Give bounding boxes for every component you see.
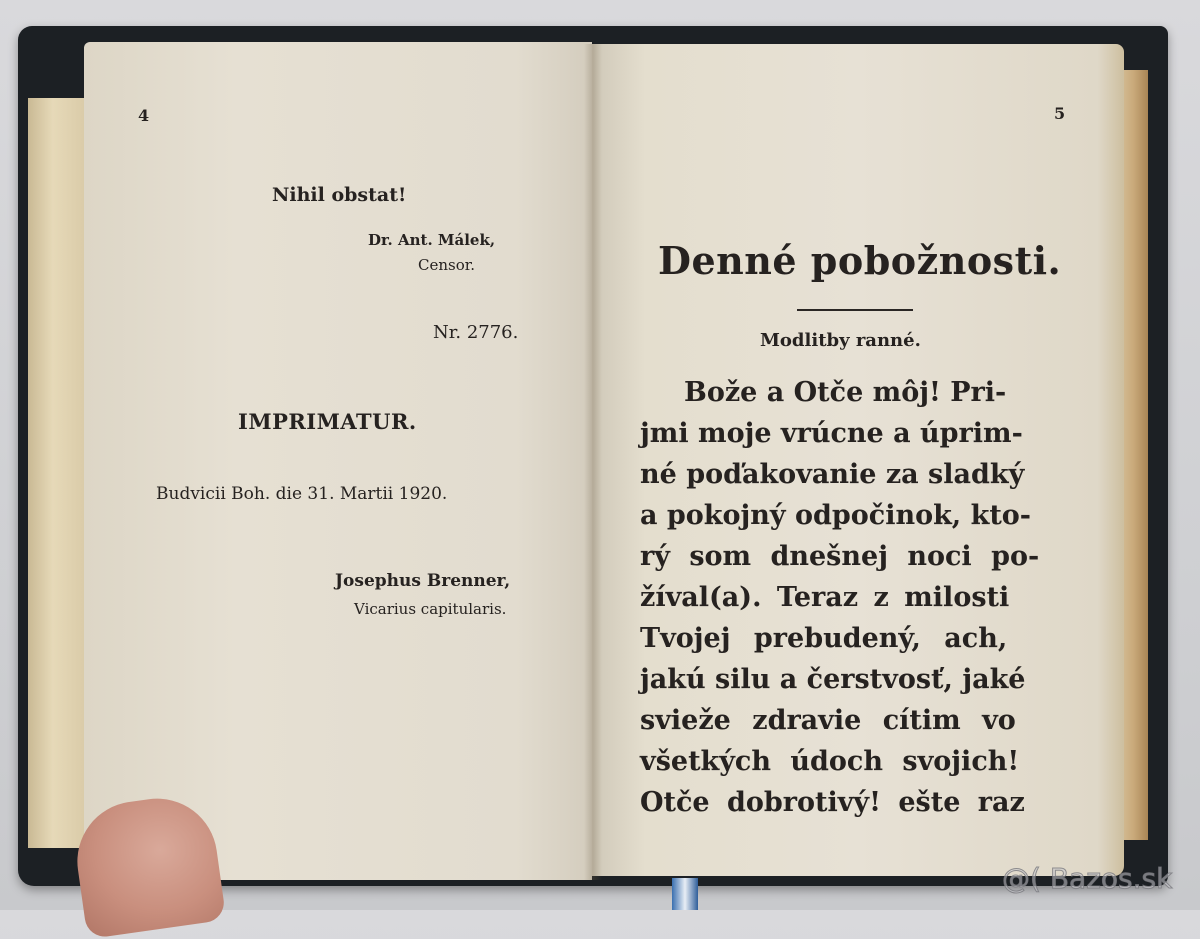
- page-edges-left: [28, 98, 90, 848]
- body-line: Otče dobrotivý! ešte raz: [640, 787, 1025, 818]
- bookmark-ribbon: [672, 878, 698, 910]
- book-gutter: [584, 44, 602, 880]
- place-date: Budvicii Boh. die 31. Martii 1920.: [156, 484, 448, 504]
- body-line: všetkých údoch svojich!: [640, 746, 1020, 777]
- page-title: Denné pobožnosti.: [658, 238, 1062, 283]
- body-line: žíval(a). Teraz z milosti: [640, 582, 1010, 613]
- body-line: rý som dnešnej noci po-: [640, 541, 1040, 572]
- page-number-left: 4: [138, 106, 150, 125]
- body-line: a pokojný odpočinok, kto-: [640, 500, 1031, 531]
- section-subtitle: Modlitby ranné.: [760, 330, 921, 351]
- censor-title: Censor.: [418, 256, 476, 274]
- body-line: jmi moje vrúcne a úprim-: [640, 418, 1023, 449]
- nihil-obstat: Nihil obstat!: [272, 184, 407, 206]
- imprimatur-heading: IMPRIMATUR.: [238, 409, 417, 434]
- approval-number: Nr. 2776.: [433, 322, 519, 343]
- vicar-name: Josephus Brenner,: [335, 571, 511, 591]
- body-line: Tvojej prebudený, ach,: [640, 623, 1008, 654]
- body-line: jakú silu a čerstvosť, jaké: [640, 664, 1026, 695]
- body-line: svieže zdravie cítim vo: [640, 705, 1016, 736]
- body-line: né poďakovanie za sladký: [640, 459, 1025, 490]
- vicar-title: Vicarius capitularis.: [354, 600, 507, 618]
- page-number-right: 5: [1054, 104, 1066, 123]
- left-page: [84, 42, 592, 880]
- body-line: Bože a Otče môj! Pri-: [684, 377, 1007, 408]
- watermark: @( Bazos.sk: [1002, 862, 1173, 895]
- title-divider: [797, 309, 913, 311]
- censor-name: Dr. Ant. Málek,: [368, 231, 496, 249]
